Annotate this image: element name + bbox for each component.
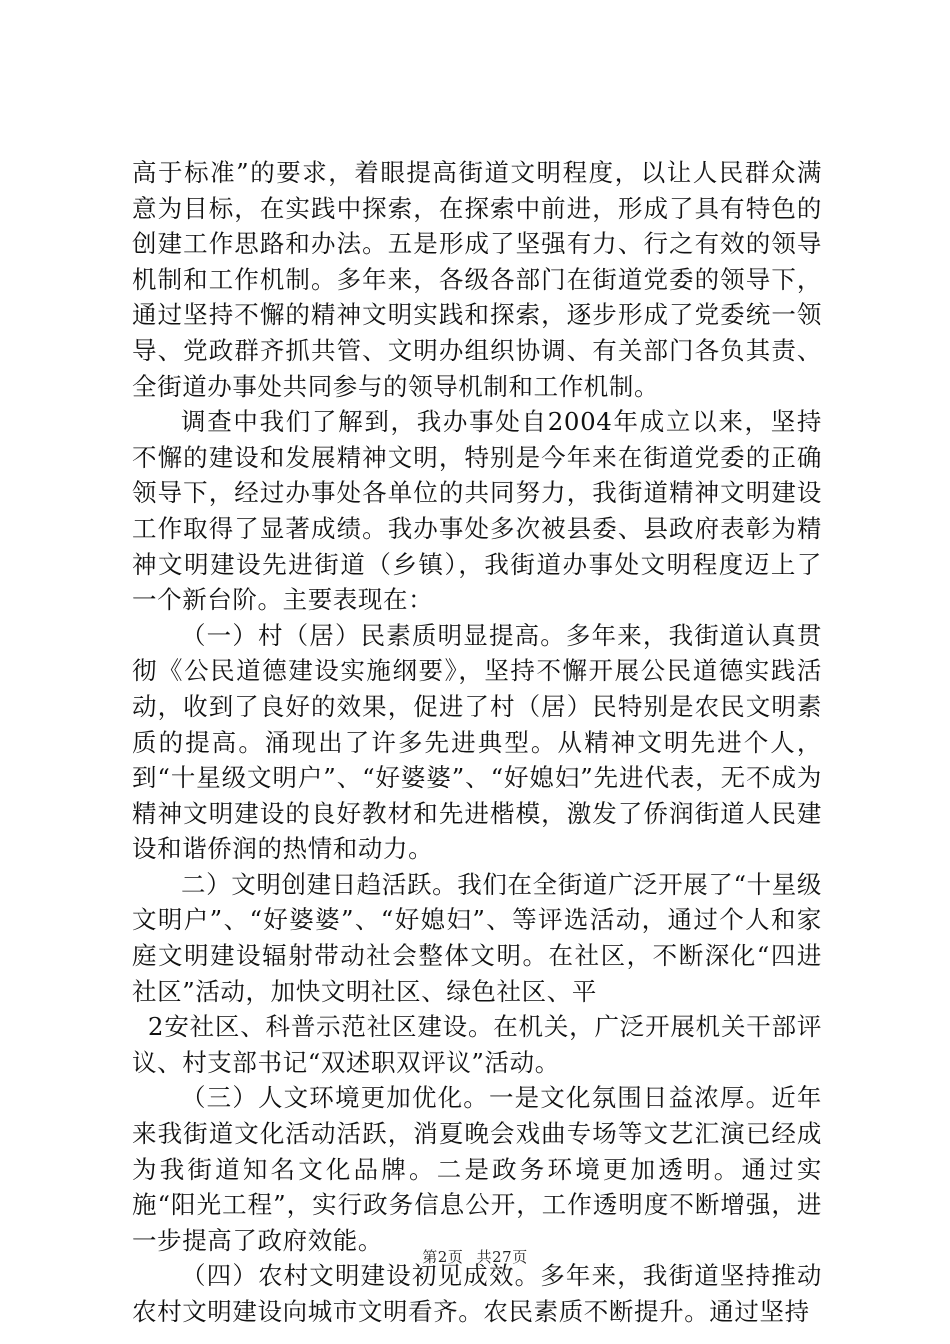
paragraph-survey: 调查中我们了解到，我办事处自2004年成立以来，坚持不懈的建设和发展精神文明，特别是今年来在街道党委的正确领导下，经过办事处各单位的共同努力，我街道精神文明建设工作取得了显著成绩。我办事处多次被县委、县政府表彰为精神文明建设先进街道（乡镇），我街道办事处文明程度迈上了一个新台阶。主要表现在： xyxy=(132,407,822,615)
paragraph-section-2-continued: 2安社区、科普示范社区建设。在机关，广泛开展机关干部评议、村支部书记“双述职双评议”活动。 xyxy=(132,1012,822,1077)
current-page-number: 第2页 xyxy=(422,1248,464,1266)
page-footer xyxy=(0,1246,950,1267)
paragraph-section-2: 二）文明创建日趋活跃。我们在全街道广泛开展了“十星级文明户”、“好婆婆”、“好媳妇”、等评选活动，通过个人和家庭文明建设辐射带动社会整体文明。在社区，不断深化“四进社区”活动，加快文明社区、绿色社区、平 xyxy=(132,869,822,1006)
paragraph-continuation: 高于标准”的要求，着眼提高街道文明程度，以让人民群众满意为目标，在实践中探索，在探索中前进，形成了具有特色的创建工作思路和办法。五是形成了坚强有力、行之有效的领导机制和工作机制。多年来，各级各部门在街道党委的领导下，通过坚持不懈的精神文明实践和探索，逐步形成了党委统一领导、党政群齐抓共管、文明办组织协调、有关部门各负其责、全街道办事处共同参与的领导机制和工作机制。 xyxy=(132,158,822,401)
paragraph-section-3: （三）人文环境更加优化。一是文化氛围日益浓厚。近年来我街道文化活动活跃，消夏晚会戏曲专场等文艺汇演已经成为我街道知名文化品牌。二是政务环境更加透明。通过实施“阳光工程”，实行政务信息公开，工作透明度不断增强，进一步提高了政府效能。 xyxy=(132,1083,822,1255)
paragraph-section-1: （一）村（居）民素质明显提高。多年来，我街道认真贯彻《公民道德建设实施纲要》，坚持不懈开展公民道德实践活动，收到了良好的效果，促进了村（居）民特别是农民文明素质的提高。涌现出了许多先进典型。从精神文明先进个人，到“十星级文明户”、“好婆婆”、“好媳妇”先进代表，无不成为精神文明建设的良好教材和先进楷模，激发了侨润街道人民建设和谐侨润的热情和动力。 xyxy=(132,620,822,864)
total-page-count: 共27页 xyxy=(476,1248,528,1266)
document-body xyxy=(132,155,822,1330)
paragraph-section-4: （四）农村文明建设初见成效。多年来，我街道坚持推动农村文明建设向城市文明看齐。农民素质不断提升。通过坚持 xyxy=(132,1261,822,1326)
